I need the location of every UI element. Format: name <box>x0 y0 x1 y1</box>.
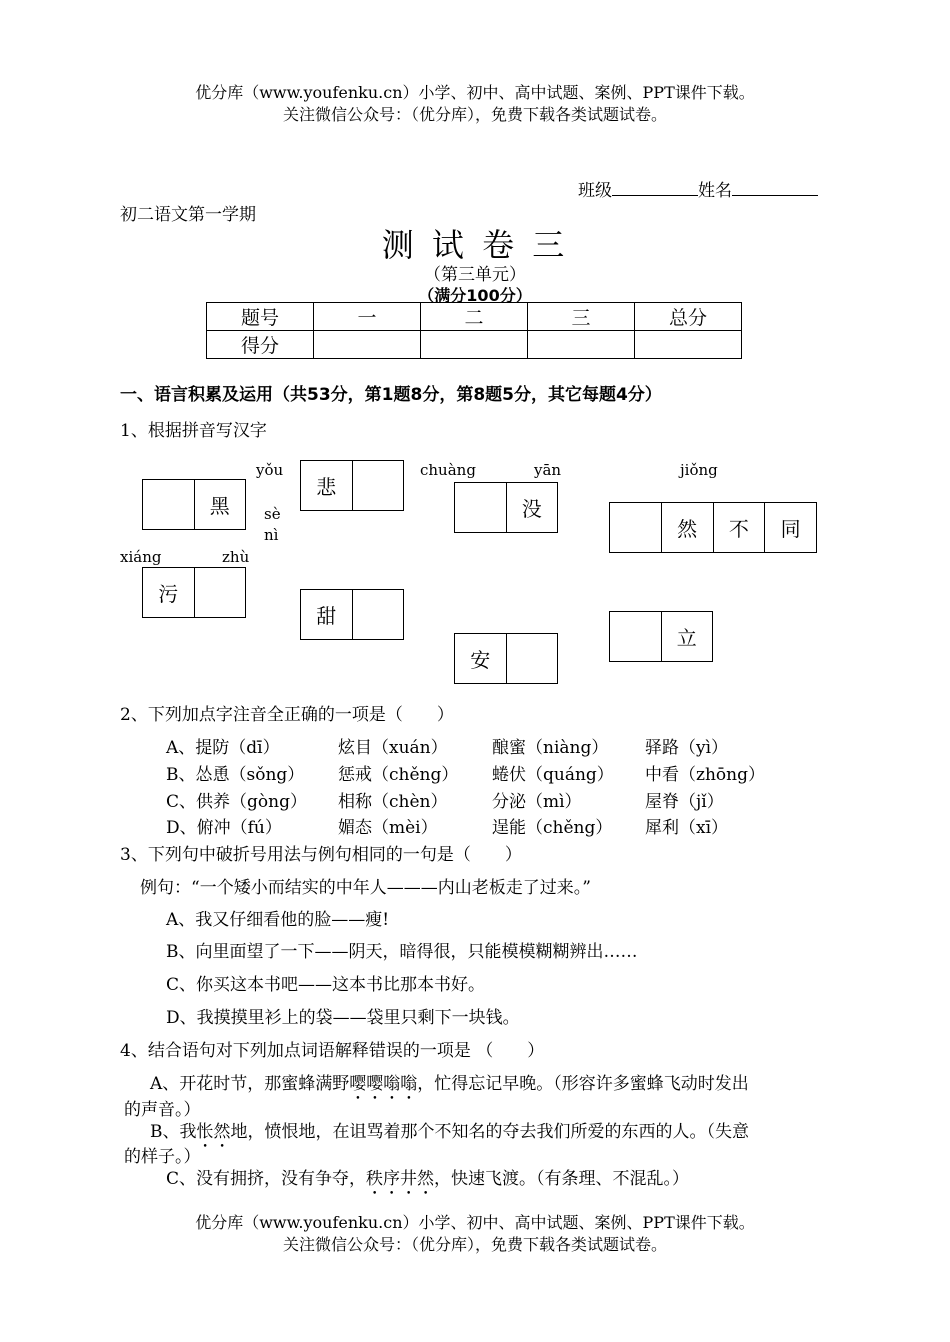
q1-stem: 1、根据拼音写汉字 <box>120 421 267 441</box>
q3-stem: 3、下列句中破折号用法与例句相同的一句是（ ） <box>120 845 522 865</box>
q4-stem: 4、结合语句对下列加点词语解释错误的一项是 （ ） <box>120 1041 545 1061</box>
q4-text: B、我 <box>150 1122 197 1142</box>
header-line-1: 优分库（www.youfenku.cn）小学、初中、高中试题、案例、PPT课件下载。 <box>195 83 755 102</box>
q4-option-b <box>150 1117 749 1152</box>
name-label: 姓名 <box>698 181 732 201</box>
score-table-cell: 三 <box>528 303 635 331</box>
pinyin: jiǒng <box>680 461 718 479</box>
q2-option: 蜷伏（quáng） <box>492 765 614 785</box>
given-char: 甜 <box>301 590 353 639</box>
score-table-header-row <box>207 303 742 331</box>
q4-dotted-word: 怅然 <box>196 1122 231 1142</box>
score-table-cell: 得分 <box>207 331 314 359</box>
q2-option: 屋脊（jǐ） <box>645 792 724 812</box>
word-box <box>300 589 404 640</box>
q2-option: C、供养（gòng） <box>166 792 307 812</box>
pinyin: chuàng <box>420 461 476 479</box>
q2-option: 驿路（yì） <box>645 738 729 758</box>
given-char: 黑 <box>209 494 230 518</box>
score-table-cell: 总分 <box>635 303 742 331</box>
class-blank <box>612 179 698 196</box>
q2-option: 酿蜜（niàng） <box>492 738 609 758</box>
q4-option-a <box>150 1069 749 1104</box>
class-name-line <box>578 176 818 201</box>
q4-option-c <box>166 1164 689 1199</box>
word-box <box>454 482 558 533</box>
q2-option: 炫目（xuán） <box>338 738 448 758</box>
q2-option: A、提防（dī） <box>166 738 280 758</box>
pinyin: zhù <box>222 548 250 566</box>
answer-cell[interactable] <box>353 590 404 639</box>
q2-option: 中看（zhōng） <box>645 765 765 785</box>
score-input-cell[interactable] <box>635 331 742 359</box>
q4-text: A、开花时节，那蜜蜂满野 <box>150 1074 350 1094</box>
name-blank <box>732 179 818 196</box>
subtitle: （第三单元） <box>424 265 526 285</box>
q2-option: D、俯冲（fú） <box>166 818 282 838</box>
q2-option: 逞能（chěng） <box>492 818 613 838</box>
answer-cell[interactable] <box>610 612 662 661</box>
q4-text: 地，愤恨地，在诅骂着那个不知名的夺去我们所爱的东西的人。（失意 <box>230 1122 749 1142</box>
pinyin: xiáng <box>120 548 162 566</box>
given-char: 安 <box>455 634 507 683</box>
word-box <box>609 611 713 662</box>
q3-option: C、你买这本书吧——这本书比那本书好。 <box>166 975 486 995</box>
q3-example: 例句：“一个矮小而结实的中年人———内山老板走了过来。” <box>140 878 591 898</box>
q4-option-a-cont: 的声音。） <box>124 1100 201 1120</box>
word-box <box>454 633 558 684</box>
word-box <box>142 479 246 530</box>
section-1-heading: 一、语言积累及运用（共53分，第1题8分，第8题5分，其它每题4分） <box>120 385 662 405</box>
given-char: 悲 <box>301 461 353 510</box>
word-box <box>142 567 246 618</box>
q4-dotted-word: 嘤嘤嗡嗡 <box>349 1074 418 1094</box>
pinyin: yǒu <box>256 461 284 479</box>
q2-option: 相称（chèn） <box>338 792 448 812</box>
q3-option: B、向里面望了一下——阴天，暗得很，只能模模糊糊辨出…… <box>166 942 638 962</box>
q4-dotted-word: 秩序井然 <box>366 1169 435 1189</box>
q2-option: B、怂恿（sǒng） <box>166 765 305 785</box>
page-title: 测 试 卷 三 <box>381 226 569 264</box>
q2-option: 犀利（xī） <box>645 818 729 838</box>
header-line-2: 关注微信公众号：（优分库），免费下载各类试题试卷。 <box>282 105 667 124</box>
answer-cell[interactable] <box>610 503 662 552</box>
q2-option: 分泌（mì） <box>492 792 582 812</box>
score-table-cell: 一 <box>314 303 421 331</box>
answer-cell[interactable] <box>507 634 558 683</box>
given-char: 立 <box>676 626 697 650</box>
q4-text: ，忙得忘记早晚。（形容许多蜜蜂飞动时发出 <box>417 1074 749 1094</box>
answer-cell[interactable] <box>353 461 404 510</box>
q2-option: 惩戒（chěng） <box>338 765 459 785</box>
given-char: 然 <box>662 503 714 552</box>
q4-option-b-cont: 的样子。） <box>124 1147 201 1167</box>
pinyin: yān <box>534 461 562 479</box>
given-char: 污 <box>143 568 195 617</box>
answer-cell[interactable] <box>195 568 246 617</box>
answer-cell[interactable] <box>143 480 195 529</box>
q2-option: 媚态（mèi） <box>338 818 438 838</box>
full-score: （满分100分） <box>418 286 532 305</box>
footer-line-2: 关注微信公众号：（优分库），免费下载各类试题试卷。 <box>282 1235 667 1254</box>
word-box <box>609 502 817 553</box>
class-label: 班级 <box>578 181 612 201</box>
course-label: 初二语文第一学期 <box>120 205 256 225</box>
score-table-score-row <box>207 331 742 359</box>
q3-option: D、我摸摸里衫上的袋——袋里只剩下一块钱。 <box>166 1008 520 1028</box>
q4-text: ，快速飞渡。（有条理、不混乱。） <box>434 1169 690 1189</box>
score-table <box>206 302 742 359</box>
score-input-cell[interactable] <box>528 331 635 359</box>
word-box <box>300 460 404 511</box>
footer-line-1: 优分库（www.youfenku.cn）小学、初中、高中试题、案例、PPT课件下载。 <box>195 1213 755 1232</box>
given-char: 不 <box>714 503 766 552</box>
q2-stem: 2、下列加点字注音全正确的一项是（ ） <box>120 705 454 725</box>
score-table-cell: 题号 <box>207 303 314 331</box>
score-input-cell[interactable] <box>314 331 421 359</box>
q3-option: A、我又仔细看他的脸——瘦! <box>166 910 390 930</box>
score-table-cell: 二 <box>421 303 528 331</box>
answer-cell[interactable] <box>455 483 507 532</box>
pinyin: sè <box>264 505 281 523</box>
pinyin: nì <box>264 526 279 544</box>
given-char: 同 <box>780 517 801 541</box>
given-char: 没 <box>521 497 542 521</box>
score-input-cell[interactable] <box>421 331 528 359</box>
q4-text: C、没有拥挤，没有争夺， <box>166 1169 367 1189</box>
